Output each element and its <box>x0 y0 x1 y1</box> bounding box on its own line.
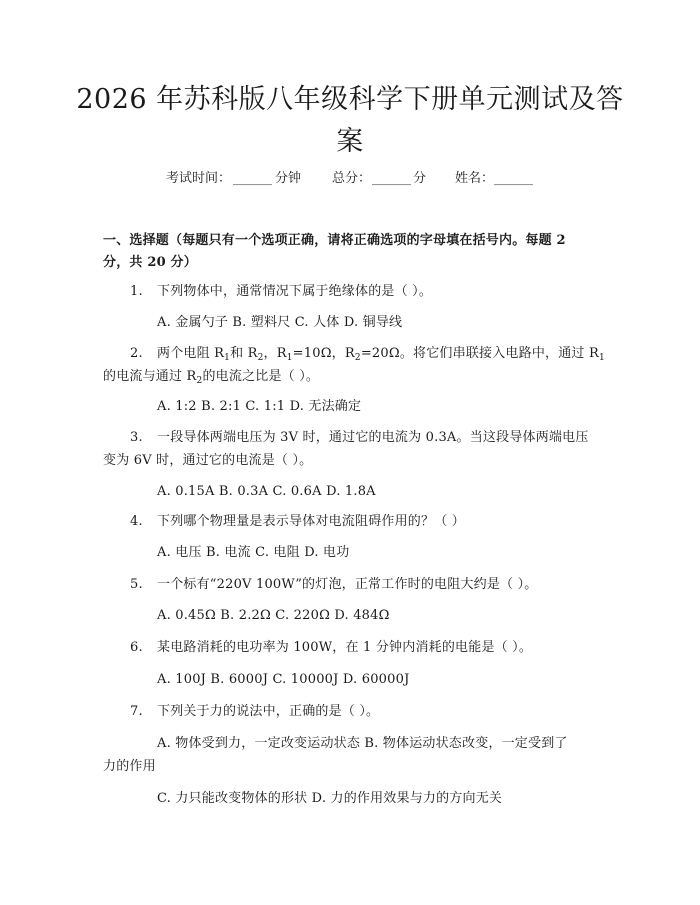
section-heading-line-2: 分，共 20 分） <box>103 255 197 270</box>
score-unit: 分 <box>413 171 427 186</box>
time-blank: ______ <box>233 171 272 186</box>
question-3-text-line-2: 变为 6V 时，通过它的电流是（ ）。 <box>103 453 313 468</box>
section-heading-line-1: 一、选择题（每题只有一个选项正确，请将正确选项的字母填在括号内。每题 2 <box>103 233 566 248</box>
title-line-1: 2026 年苏科版八年级科学下册单元测试及答 <box>76 84 624 115</box>
time-label: 考试时间： <box>166 171 232 186</box>
question-text-line-1: 一段导体两端电压为 3V 时，通过它的电流为 0.3A。当这段导体两端电压 <box>157 430 589 445</box>
question-5-options: A. 0.45Ω B. 2.2Ω C. 220Ω D. 484Ω <box>157 608 390 623</box>
question-text: 下列关于力的说法中，正确的是（ ）。 <box>157 704 380 719</box>
section-heading <box>103 230 598 274</box>
question-2-options: A. 1:2 B. 2:1 C. 1:1 D. 无法确定 <box>157 399 362 414</box>
question-number: 1. <box>130 284 143 299</box>
question-text: 下列物体中，通常情况下属于绝缘体的是（ ）。 <box>157 284 433 299</box>
question-text: 一个标有“220V 100W”的灯泡，正常工作时的电阻大约是（ ）。 <box>157 577 538 592</box>
question-7-options-line-1: A. 物体受到力，一定改变运动状态 B. 物体运动状态改变，一定受到了 <box>157 736 568 751</box>
question-4-options: A. 电压 B. 电流 C. 电阻 D. 电功 <box>157 545 350 560</box>
question-7-options-line-3: C. 力只能改变物体的形状 D. 力的作用效果与力的方向无关 <box>157 791 503 806</box>
title-line-2: 案 <box>336 126 364 157</box>
question-6-options: A. 100J B. 6000J C. 10000J D. 60000J <box>157 672 410 687</box>
question-number: 2. <box>130 346 143 361</box>
document-title <box>70 79 630 163</box>
question-number: 6. <box>130 640 143 655</box>
time-unit: 分钟 <box>275 171 302 186</box>
question-number: 4. <box>130 514 143 529</box>
question-1-options: A. 金属勺子 B. 塑料尺 C. 人体 D. 铜导线 <box>157 315 403 330</box>
score-label: 总分： <box>332 171 372 186</box>
name-blank: ______ <box>494 171 533 186</box>
question-number: 5. <box>130 577 143 592</box>
question-text-line-1: 两个电阻 $R_1$和 $R_2$，$R_1=10\Omega$，$R_2=20\Omega$。将它们串联接入电路中，通过 $R_1$ <box>157 346 605 363</box>
name-label: 姓名： <box>455 171 495 186</box>
question-number: 3. <box>130 430 143 445</box>
question-2-text-line-2: 的电流与通过 $R_2$的电流之比是（ ）。 <box>103 369 320 386</box>
question-3-options: A. 0.15A B. 0.3A C. 0.6A D. 1.8A <box>157 484 376 499</box>
question-text: 某电路消耗的电功率为 100W，在 1 分钟内消耗的电能是（ ）。 <box>157 640 533 655</box>
question-text: 下列哪个物理量是表示导体对电流阻碍作用的？（ ） <box>157 514 465 529</box>
score-blank: ______ <box>372 171 411 186</box>
question-7-options-line-2: 力的作用 <box>103 759 156 774</box>
question-number: 7. <box>130 704 143 719</box>
